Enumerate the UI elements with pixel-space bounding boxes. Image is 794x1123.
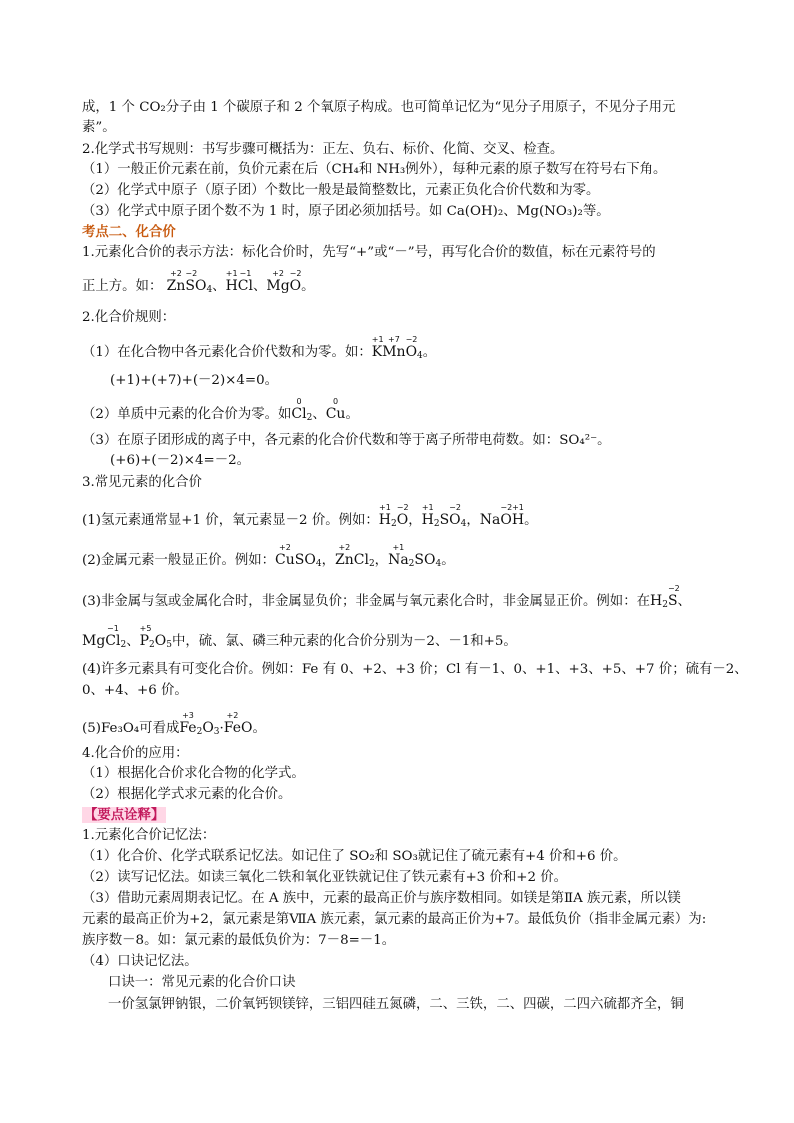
formula-element: SO [414,552,436,568]
rule-heading: 4.化合价的应用： [82,746,189,761]
rule-item: （4）口诀记忆法。 [82,954,198,969]
text-line: 成，1 个 CO₂分子由 1 个碳原子和 2 个氧原子构成。也可简单记忆为“见分子用原子，不见分子用元 [82,100,676,115]
formula-element: +2 Fe [223,711,242,736]
formula-element: +1 H [225,269,238,294]
text-line: 素”。 [82,120,116,135]
formula-element: H [649,593,663,609]
formula-element: −2 S [667,584,680,609]
section-label: 【要点诠释】 [84,807,165,823]
example-line: (2)金属元素一般显正价。例如： +2 Cu $SO_4$， +2 Zn $Cl_2$， +1 $Na_2$ $SO_4$。 [82,543,455,569]
rule-item: （1）根据化合价求化合物的化学式。 [82,766,305,781]
example-line: (3)非金属与氢或金属化合时，非金属显负价；非金属与氧元素化合时，非金属显正价。例如：在 $H_2$ −2 S、 [82,584,691,610]
formula-element: Mg [82,633,106,649]
formula-element: +1 H [378,503,391,528]
text-line: 0、+4、+6 价。 [82,683,188,698]
formula-element: −2 O [396,503,409,528]
rule-item: （1）一般正价元素在前，负价元素在后（CH₄和 NH₃例外），每种元素的原子数写在符号右下角。 [82,162,667,177]
example-line: （2）单质中元素的化合价为零。如 0 $Cl_2$、 0 Cu。 [82,397,359,423]
formula-element: +2 Cu [275,543,295,568]
formula-element: S [439,512,450,528]
example-line: (1)氢元素通常显+1 价，氧元素显－2 价。例如： +1 $H_2$ −2 O， +1 $H_2$ S −2 $O_4$， Na −2 O +1 H。 [82,503,538,529]
formula-element: +3 Fe [179,711,197,736]
rule-item: （3）在原子团形成的离子中，各元素的化合价代数和等于离子所带电荷数。如：SO₄²⁻。 [82,433,611,448]
formula-element: +1 Na [388,543,409,568]
formula-element: 0 Cl [291,397,307,422]
formula-element: +2 Zn [166,269,186,294]
text-line: 1.元素化合价的表示方法：标化合价时，先写“+”或“－”号，再写化合价的数值，标在元素符号的 [82,245,656,260]
rule-heading: 2.化合价规则： [82,310,176,325]
formula-element: +5 P [139,624,152,649]
rule-item: （1）化合价、化学式联系记忆法。如记住了 SO₂和 SO₃就记住了硫元素有+4 价和+6 价。 [82,849,627,864]
formula-element: −1 Cl [105,624,121,649]
rule-heading: 3.常见元素的化合价 [82,475,202,490]
formula-element: +2 Mg [266,269,290,294]
mnemonic-title: 口诀一：常见元素的化合价口诀 [108,975,296,990]
formula-element: +2 Zn [334,543,354,568]
mnemonic-line: 一价氢氯钾钠银，二价氧钙钡镁锌，三铝四硅五氮磷，二、三铁，二、四碳，二四六硫都齐全，铜 [108,997,684,1012]
text-line: 族序数－8。如：氯元素的最低负价为：7－8=－1。 [82,933,396,948]
formula-element: 0 Cu [325,397,346,422]
formula-element: SO [294,552,316,568]
equation-line: (+6)+(－2)×4=－2。 [110,453,251,468]
text-line: (4)许多元素具有可变化合价。例如：Fe 有 0、+2、+3 价；Cl 有－1、0、+1、+3、+5、+7 价；硫有－2、 [82,662,748,677]
example-line: (5)Fe₃O₄可看成 +3 $Fe_2$ $O_3\cdot$ +2 Fe O。 [82,711,266,737]
formula-element: −2 S [185,269,198,294]
text-line: 元素的最高正价为+2，氯元素是第ⅦA 族元素，氯元素的最高正价为+7。最低负价（指非金属元素）为: [82,912,707,927]
formula-element: Cl [353,552,369,568]
formula-element: +1 K [371,335,384,360]
rule-heading: 1.元素化合价记忆法： [82,828,216,843]
formula-element: +1 H [421,503,434,528]
formula-element: −2 O [405,335,418,360]
formula-element: O [194,278,207,294]
formula-element: O [202,720,214,736]
formula-element: O [241,720,253,736]
equation-line: (+1)+(+7)+(－2)×4=0。 [110,373,279,388]
text-fragment: 正上方。如： [82,279,163,294]
rule-item: （2）读写记忆法。如读三氧化二铁和氧化亚铁就记住了铁元素有+3 价和+2 价。 [82,870,568,885]
rule-item: （3）借助元素周期表记忆。在 A 族中，元素的最高正价与族序数相同。如镁是第ⅡA 族元素，所以镁 [82,891,681,906]
formula-element: −2 O [500,503,513,528]
rule-heading: 2.化学式书写规则：书写步骤可概括为：正左、负右、标价、化简、交叉、检查。 [82,142,564,157]
rule-item: （3）化学式中原子团个数不为 1 时，原子团必须加括号。如 Ca(OH)₂、Mg(NO₃)₂等。 [82,204,610,219]
formula-element: −2 O [449,503,461,528]
formula-element: Na [479,512,501,528]
formula-element: +7 Mn [382,335,406,360]
formula-element: −1 Cl [237,269,253,294]
rule-item: （2）化学式中原子（原子团）个数比一般是最简整数比，元素正负化合价代数和为零。 [82,183,600,198]
formula-element: O [154,633,167,649]
example-line: （1）在化合物中各元素化合价代数和为零。如： +1 K +7 Mn −2 $O_4$。 [82,335,437,361]
section-heading: 考点二、化合价 [82,224,176,240]
formula-element: −2 O [289,269,302,294]
example-line: Mg −1 $Cl_2$、 +5 $P_2$ $O_5$中，硫、氯、磷三种元素的化合价分别为－2、－1和+5。 [82,624,517,650]
example-line: 正上方。如： +2 Zn −2 S $O_4$、 +1 H −1 Cl、 +2 Mg −2 O。 [82,269,315,295]
formula-element: +1 H [511,503,525,528]
rule-item: （2）根据化学式求元素的化合价。 [82,787,292,802]
